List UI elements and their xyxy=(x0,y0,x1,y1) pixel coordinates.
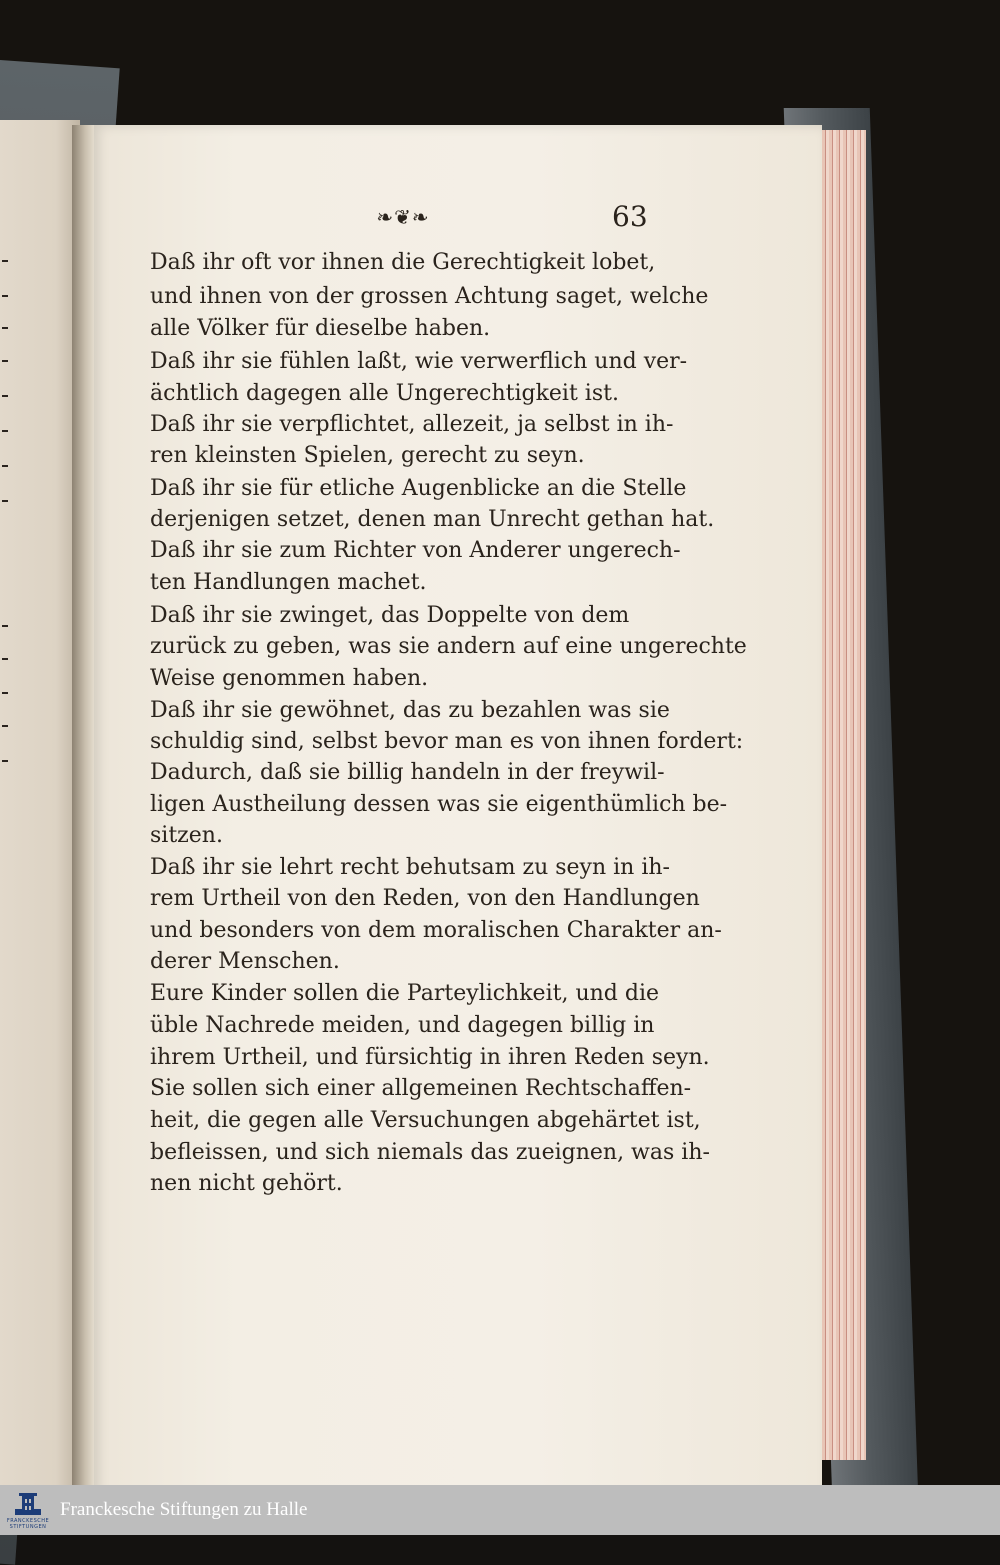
text-line: ten Handlungen machet. xyxy=(150,570,427,595)
institution-name: Franckesche Stiftungen zu Halle xyxy=(60,1499,308,1520)
text-line: zurück zu geben, was sie andern auf eine ungerechte xyxy=(150,634,747,659)
text-line: ächtlich dagegen alle Ungerechtigkeit ist. xyxy=(150,381,619,406)
text-line: Daß ihr sie fühlen laßt, wie verwerflich und ver- xyxy=(150,349,688,374)
book-gutter xyxy=(72,125,94,1500)
text-line: Sie sollen sich einer allgemeinen Rechtschaffen- xyxy=(150,1076,692,1101)
logo-building-icon xyxy=(6,1489,50,1519)
text-line: und ihnen von der grossen Achtung saget, welche xyxy=(150,284,709,309)
text-line: Dadurch, daß sie billig handeln in der freywil- xyxy=(150,760,665,785)
text-line: ren kleinsten Spielen, gerecht zu seyn. xyxy=(150,443,585,468)
header-ornament: ❧❦❧ xyxy=(376,205,430,229)
text-line: Eure Kinder sollen die Parteylichkeit, und die xyxy=(150,981,659,1006)
text-line: derjenigen setzet, denen man Unrecht gethan hat. xyxy=(150,507,715,532)
institution-logo[interactable] xyxy=(6,1489,50,1531)
text-line: Daß ihr sie verpflichtet, allezeit, ja selbst in ih- xyxy=(150,412,674,437)
text-line: Weise genommen haben. xyxy=(150,666,429,691)
text-line: Daß ihr sie zwinget, das Doppelte von dem xyxy=(150,603,630,628)
text-line: derer Menschen. xyxy=(150,949,340,974)
text-line: üble Nachrede meiden, und dagegen billig in xyxy=(150,1013,655,1038)
text-line: sitzen. xyxy=(150,823,223,848)
text-line: ligen Austheilung dessen was sie eigenthümlich be- xyxy=(150,792,728,817)
text-line: Daß ihr sie lehrt recht behutsam zu seyn in ih- xyxy=(150,855,670,880)
text-line: alle Völker für dieselbe haben. xyxy=(150,316,491,341)
logo-text: FRANCKESCHE STIFTUNGEN xyxy=(6,1518,50,1530)
text-line: befleissen, und sich niemals das zueignen, was ih- xyxy=(150,1140,710,1165)
text-line: Daß ihr sie zum Richter von Anderer ungerech- xyxy=(150,538,681,563)
text-line: Daß ihr sie für etliche Augenblicke an die Stelle xyxy=(150,476,687,501)
text-line: heit, die gegen alle Versuchungen abgehärtet ist, xyxy=(150,1108,701,1133)
text-line: Daß ihr oft vor ihnen die Gerechtigkeit lobet, xyxy=(150,250,656,275)
page-number: 63 xyxy=(612,200,648,233)
text-line: und besonders von dem moralischen Charakter an- xyxy=(150,918,722,943)
text-line: nen nicht gehört. xyxy=(150,1171,343,1196)
text-line: rem Urtheil von den Reden, von den Handlungen xyxy=(150,886,700,911)
left-page-edge xyxy=(0,120,80,1500)
footer-bar xyxy=(0,1485,1000,1535)
text-line: Daß ihr sie gewöhnet, das zu bezahlen was sie xyxy=(150,698,670,723)
text-line: ihrem Urtheil, und fürsichtig in ihren Reden seyn. xyxy=(150,1045,710,1070)
text-line: schuldig sind, selbst bevor man es von ihnen fordert: xyxy=(150,729,744,754)
